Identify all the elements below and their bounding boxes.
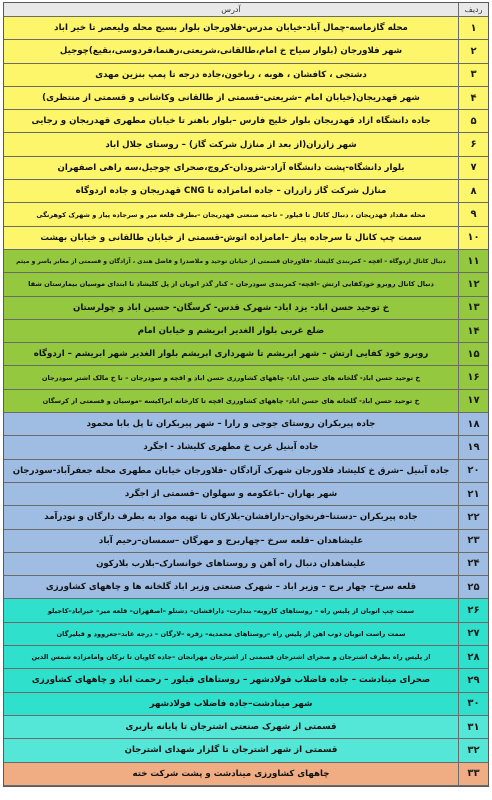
row-address: ضلع غربی بلوار الغدیر ابریشم و خیابان امام [137, 326, 325, 336]
table-row [4, 17, 488, 40]
table-row [4, 250, 488, 273]
row-number: ۸ [458, 180, 488, 202]
row-number: ۲۳ [458, 530, 488, 552]
table-row [4, 40, 488, 63]
table-row [4, 553, 488, 576]
row-number: ۲۶ [458, 599, 488, 621]
table-row [4, 646, 488, 669]
row-number: ۲۵ [458, 576, 488, 598]
row-address: دنبال کانال اردوگاه – اقچه – کمربندی کلیشاد -فلاورجان قسمتی از خیابان توحید و ملاصدرا و فاضل هندی ، آزادگان و قسمتی از معابر یاسر و میثم [16, 257, 446, 265]
table-row [4, 576, 488, 599]
header-address: آدرس [221, 5, 241, 14]
row-number: ۲ [458, 40, 488, 62]
header-num: ردیف [458, 3, 488, 16]
table-row [4, 390, 488, 413]
table-header [4, 3, 488, 17]
table-row [4, 320, 488, 343]
row-address: جاده آبنیل –شرق خ کلیشاد فلاورجان شهرک آزادگان -فلاورجان خیابان مطهری محله جعفرآباد-سودرجان [12, 465, 450, 476]
row-number: ۱ [458, 17, 488, 39]
row-address: چاههای کشاورزی مینادشت و پشت شرکت خته [132, 768, 330, 779]
table-row [4, 599, 488, 622]
table-row [4, 623, 488, 646]
row-address: سمت چپ اتوبان از پلیس راه – روستاهای کاروبه– بندارت– دارافشان– دشتلو –اصفهران– قلعه میر– خیراباد–کاجیلو [47, 606, 415, 615]
table-row [4, 343, 488, 366]
row-address: جاده پیربکران روستای جوجی و رارا – شهر پیربکران تا پل بابا محمود [86, 419, 376, 430]
row-address: قسمتی از شهر اشترجان تا گلزار شهدای اشترجان [124, 745, 338, 756]
table-row [4, 413, 488, 436]
row-number: ۱۱ [458, 250, 488, 272]
row-number: ۵ [458, 110, 488, 132]
row-address: صحرای مینادشت – جاده فاضلاب فولادشهر – روستاهای قیلور – رحمت اباد و چاههای کشاورزی [31, 675, 431, 686]
table-row [4, 506, 488, 529]
row-number: ۹ [458, 203, 488, 225]
row-number: ۳۲ [458, 739, 488, 761]
row-address: خ توحید حسن اباد- گلخانه های حسن اباد- چاههای کشاورزی حسن اباد و اقچه و سودرجان – تا خ مالک اشتر سودرجان [41, 373, 421, 382]
row-address: محله مقداد قهدریجان ، دنبال کانال تا قیلور – ناحیه صنعتی قهدریجان –بطرف قلعه میر و سرجاده پیاز و شهرک کوهرنگی [36, 210, 426, 219]
row-address: شهر قهدریجان(خیابان امام –شریعتی-قسمتی از طالقانی وکاشانی و قسمتی از منتظری) [42, 93, 420, 104]
row-address: علیشاهدان دنبال راه آهن و روستاهای خوانسارک–بلارب بلارکون [96, 558, 366, 569]
row-address: جاده دانشگاه ازاد قهدریجان بلوار خلیج فارس –بلوار باهنر تا خیابان مطهری قهدریجان و رجایی [31, 116, 431, 127]
row-address: از پلیس راه بطرف اشترجان و صحرای اشترجان قسمتی از اشترجان مهرانجان –جاده کاویان تا ترکان وامامزاده شمس الدین [31, 653, 431, 662]
row-address: محله گازماسه-چمال آباد-خیابان مدرس-فلاورجان بلوار بسیج محله ولیعصر تا خیر اباد [54, 23, 408, 34]
row-number: ۲۷ [458, 623, 488, 645]
row-number: ۲۰ [458, 460, 488, 482]
row-number: ۱۵ [458, 343, 488, 365]
row-number: ۱۷ [458, 390, 488, 412]
table-row [4, 87, 488, 110]
table-row [4, 203, 488, 226]
table-row [4, 739, 488, 762]
table-row [4, 669, 488, 692]
row-address: شهر مینادشت–جاده فاضلاب فولادشهر [149, 698, 313, 709]
table-row [4, 133, 488, 156]
table-row [4, 763, 488, 786]
row-number: ۱۴ [458, 320, 488, 342]
row-address: شهر بهاران –باغکومه و سهلوان –قسمتی از اجگرد [124, 489, 338, 500]
row-address: شهر زازران(از بعد از منازل شرکت گاز) – روستای جلال اباد [105, 139, 357, 150]
row-address: منازل شرکت گاز زازران – جاده امامزاده تا CNG قهدریجان و جاده اردوگاه [75, 186, 387, 197]
row-address: خ توحید حسن اباد- گلخانه های حسن اباد- چاههای کشاورزی اقچه تا کارخانه ابراکیسه –موسیان و قسمتی از کرسگان [42, 396, 420, 405]
table-row [4, 110, 488, 133]
table-row [4, 227, 488, 250]
row-number: ۱۶ [458, 366, 488, 388]
address-table [3, 2, 489, 787]
row-number: ۳۱ [458, 716, 488, 738]
table-row [4, 436, 488, 459]
row-number: ۶ [458, 133, 488, 155]
row-address: جاده آبنیل غرب خ مطهری کلیشاد - اجگرد [143, 442, 319, 453]
table-row [4, 716, 488, 739]
row-number: ۴ [458, 87, 488, 109]
table-row [4, 180, 488, 203]
row-number: ۷ [458, 157, 488, 179]
row-address: بلوار دانشگاه-پشت دانشگاه آزاد-شرودان-کروچ،صحرای چوجیل،سه راهی اصفهران [57, 162, 405, 173]
table-row [4, 297, 488, 320]
table-row [4, 64, 488, 87]
row-address: سمت راست اتوبان ذوب اهن از پلیس راه –روستاهای محمدیه– زفره –لارگان – درجه عابد–جعروود و قبلیرگان [56, 629, 406, 638]
row-number: ۲۹ [458, 669, 488, 691]
table-row [4, 483, 488, 506]
row-number: ۲۱ [458, 483, 488, 505]
table-row [4, 273, 488, 296]
table-row [4, 157, 488, 180]
table-row [4, 693, 488, 716]
row-address: خ توحید حسن اباد- یزد اباد- شهرک قدس- کرسگان- حسین اباد و چولرستان [73, 302, 389, 313]
row-address: روبرو خود کفایی ارتش – شهر ابریشم تا شهرداری ابریشم بلوار الغدیر شهر ابریشم – اردوگاه [33, 349, 429, 360]
table-row [4, 530, 488, 553]
row-number: ۱۳ [458, 297, 488, 319]
row-number: ۲۲ [458, 506, 488, 528]
row-number: ۱۰ [458, 227, 488, 249]
row-number: ۱۲ [458, 273, 488, 295]
row-number: ۱۸ [458, 413, 488, 435]
row-address: دنبال کانال روبرو خودکفایی ارتش –اقچه- کمربندی سودرجان – کنار گذر اتوبان از پل کلیشاد تا ابتدای موسیان بیمارستان شفا [28, 280, 434, 289]
table-row [4, 366, 488, 389]
row-number: ۳۳ [458, 763, 488, 785]
row-number: ۳۰ [458, 693, 488, 715]
table-row [4, 460, 488, 483]
row-address: قلعه سرخ– چهار برج – وزیر اباد – شهرک صنعتی وزیر اباد گلخانه ها و چاههای کشاورزی [45, 582, 417, 593]
row-address: دشتجی ، کافشان ، هوبه ، رباخون،جاده درجه تا پمپ بنزین مهدی [95, 69, 367, 80]
row-number: ۱۹ [458, 436, 488, 458]
row-number: ۳ [458, 64, 488, 86]
row-number: ۲۴ [458, 553, 488, 575]
row-address: علیشاهدان –قلعه سرخ –چهاربرج و مهرگان –سمسان–رحیم آباد [98, 535, 364, 546]
row-number: ۲۸ [458, 646, 488, 668]
row-address: شهر فلاورجان (بلوار سیاح خ امام،طالقانی،شریعتی،رهنما،فردوسی،بقیع)چوجیل [59, 46, 403, 57]
row-address: قسمتی از شهرک صنعتی اشترجان تا پایانه باربری [125, 722, 337, 733]
row-address: جاده پیربکران –دستنا–فرنخوان–دارافشان–بلارکان تا تهیه مواد به بطرف دارگان و نودرآمد [44, 512, 418, 523]
row-address: سمت چپ کانال تا سرجاده پیاز –امامزاده اتوش-قسمتی از خیابان طالقانی و خیابان بهشت [40, 232, 422, 243]
